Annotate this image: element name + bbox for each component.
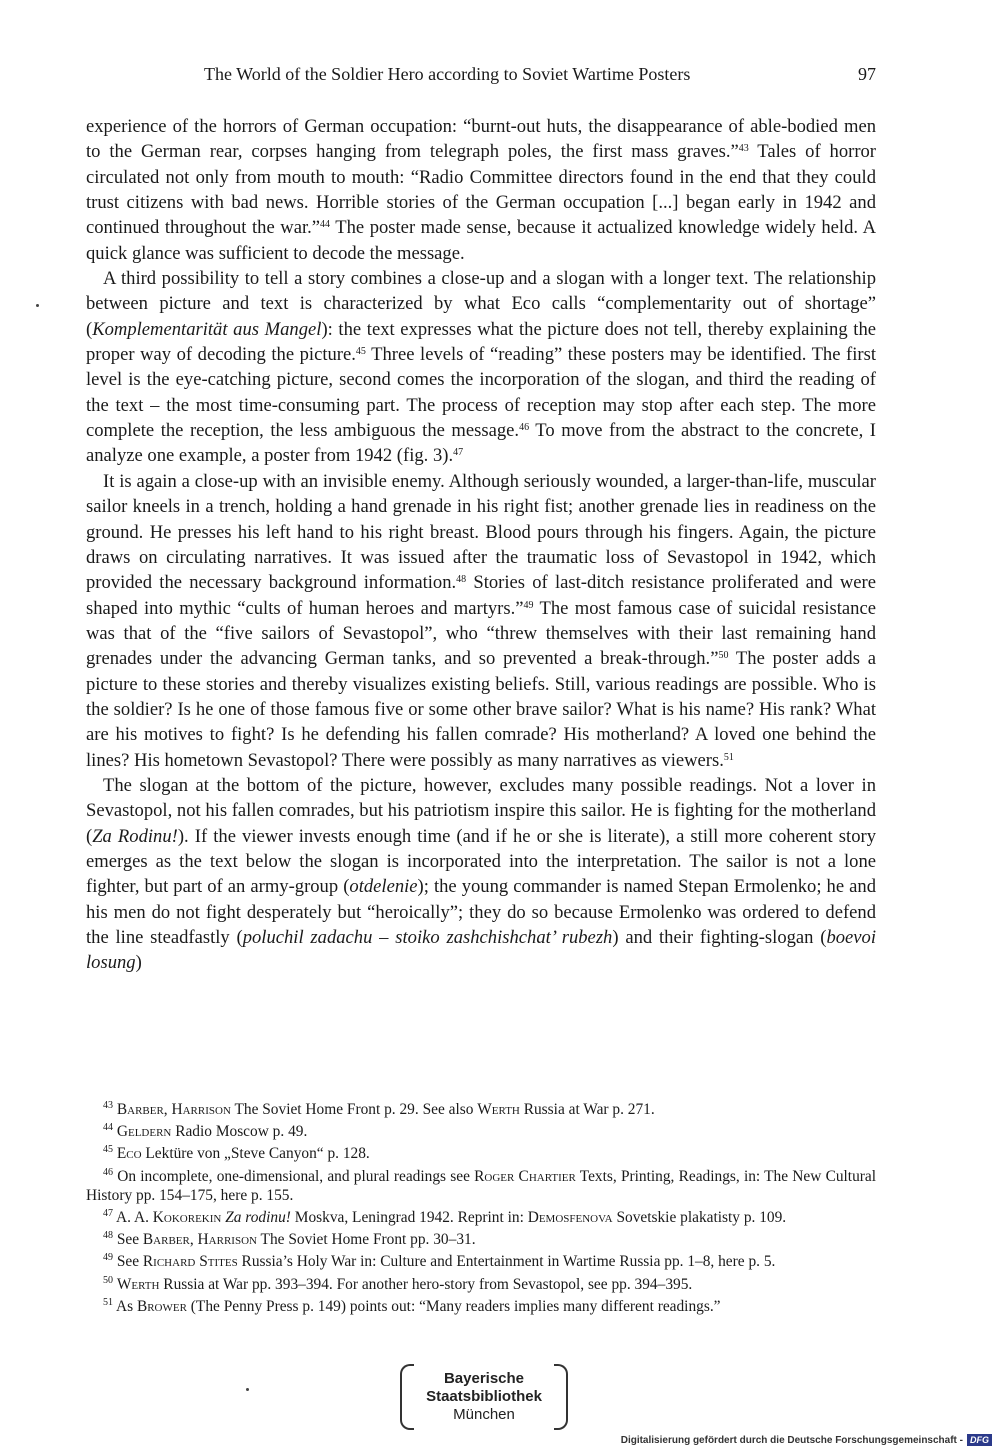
footnote-ref: 48	[456, 574, 467, 586]
footnote-ref: 46	[519, 422, 530, 434]
footnote-50: $^{50}$ Werth Russia at War pp. 393–394. For another hero-story from Sevastopol, see pp. 394–395.	[103, 1274, 693, 1293]
digitization-footer	[621, 1434, 992, 1446]
footnote-ref: 50	[718, 650, 729, 662]
scan-speck	[246, 1388, 249, 1391]
footnote-ref: 47	[453, 447, 464, 459]
paragraph-2: A third possibility to tell a story combines a close-up and a slogan with a longer text. The relationship between picture and text is characterized by what Eco calls “complementarity out of shortage” (Komplementarität aus Mangel): the text expresses what the picture does not tell, thereby explaining the proper way of decoding the picture.$^{45}$ Three levels of “reading” these posters may be identified. The first level is the eye-catching picture, second comes the incorporation of the slogan, and third the reading of the text – the most time-consuming part. The process of reception may stop after each step. The more complete the reception, the less ambiguous the message.$^{46}$ To move from the abstract to the concrete, I analyze one example, a poster from 1942 (fig. 3).$^{47}$	[86, 268, 876, 467]
footnote-45: $^{45}$ Eco Lektüre von „Steve Canyon“ p. 128.	[103, 1144, 370, 1163]
footer-text: Digitalisierung gefördert durch die Deutsche Forschungsgemeinschaft -	[620, 1434, 963, 1446]
footnote-51: $^{51}$ As Brower (The Penny Press p. 149) points out: “Many readers implies many different readings.”	[103, 1296, 721, 1315]
stamp-line-3: München	[453, 1406, 515, 1423]
footnotes	[86, 1100, 876, 1319]
footnote-48: $^{48}$ See Barber, Harrison The Soviet Home Front pp. 30–31.	[103, 1230, 476, 1249]
footnote-ref: 43	[738, 143, 749, 155]
footnote-ref: 49	[523, 599, 534, 611]
paragraph-1: experience of the horrors of German occupation: “burnt-out huts, the disappearance of able-bodied men to the German rear, corpses hanging from telegraph poles, the first mass graves.”$^{43}$ Tales of horror circulated not only from mouth to mouth: “Radio Committee directors found in the end that they could trust citizens with bad news. Horrible stories of the German occupation [...] began early in 1942 and continued throughout the war.”$^{44}$ The poster made sense, because it actualized knowledge widely held. A quick glance was sufficient to decode the message.	[86, 116, 876, 264]
footnote-44: $^{44}$ Geldern Radio Moscow p. 49.	[103, 1122, 308, 1141]
paragraph-4: The slogan at the bottom of the picture, however, excludes many possible readings. Not a lover in Sevastopol, not his fallen comrades, but his patriotism inspire this sailor. He is fighting for the motherland (Za Rodinu!). If the viewer invests enough time (and if he or she is literate), a still more coherent story emerges as the text below the slogan is incorporated into the interpretation. The sailor is not a lone fighter, but part of an army-group (otdelenie); the young commander is named Stepan Ermolenko; he and his men do not fight desperately but “heroically”; they do so because Ermolenko was ordered to defend the line steadfastly (poluchil zadachu – stoiko zashchishchat’ rubezh) and their fighting-slogan (boevoi losung)	[86, 774, 877, 974]
footnote-46: $^{46}$ On incomplete, one-dimensional, and plural readings see Roger Chartier Texts, Printing, Readings, in: The New Cultural History pp. 154–175, here p. 155.	[86, 1166, 877, 1204]
library-stamp	[400, 1362, 568, 1432]
scan-speck	[36, 304, 39, 307]
footnote-43: $^{43}$ Barber, Harrison The Soviet Home Front p. 29. See also Werth Russia at War p. 271.	[103, 1100, 655, 1118]
stamp-line-1: Bayerische	[443, 1370, 525, 1387]
paragraph-3: It is again a close-up with an invisible enemy. Although seriously wounded, a larger-than-life, muscular sailor kneels in a trench, holding a hand grenade in his right fist; another grenade lies in readiness on the ground. He presses his left hand to his right breast. Blood pours through his fingers. Again, the picture draws on circulating narratives. It was issued after the traumatic loss of Sevastopol in 1942, which provided the necessary background information.$^{48}$ Stories of last-ditch resistance proliferated and were shaped into mythic “cults of human heroes and martyrs.”$^{49}$ The most famous case of suicidal resistance was that of the “five sailors of Sevastopol”, who “threw themselves with their last remaining hand grenades under the advancing German tanks, and so prevented a break-through.”$^{50}$ The poster adds a picture to these stories and thereby visualizes existing beliefs. Still, various readings are possible. Who is the soldier? Is he one of those famous five or some other brave sailor? What is his name? His rank? What are his motives to fight? Is he defending his fallen comrade? His motherland? A loved one behind the lines? His hometown Sevastopol? There were possibly as many narratives as viewers.$^{51}$	[86, 470, 876, 771]
footnote-49: $^{49}$ See Richard Stites Russia’s Holy War in: Culture and Entertainment in Wartime Russia pp. 1–8, here p. 5.	[103, 1252, 776, 1271]
dfg-logo: DFG	[967, 1434, 992, 1446]
footnote-ref: 51	[723, 751, 734, 763]
footnote-47: $^{47}$ A. A. Kokorekin Za rodinu! Moskva, Leningrad 1942. Reprint in: Demosfenova Sovetskie plakatisty p. 109.	[103, 1208, 787, 1227]
footnote-ref: 45	[355, 346, 366, 358]
running-title: The World of the Soldier Hero according to Soviet Wartime Posters	[204, 64, 691, 84]
body-text	[86, 114, 876, 976]
page-number: 97	[858, 64, 876, 84]
footnote-ref: 44	[320, 219, 331, 231]
stamp-line-2: Staatsbibliothek	[426, 1388, 542, 1405]
